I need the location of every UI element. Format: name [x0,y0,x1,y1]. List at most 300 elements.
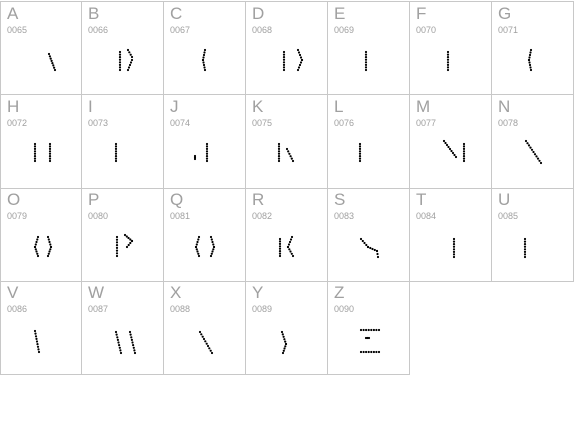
glyph-dot [282,333,284,335]
character-code: 0069 [334,25,355,35]
glyph-dot [211,253,213,255]
glyph-dot [453,238,455,240]
glyph-dot [463,158,465,160]
glyph-dot [363,351,365,353]
glyph-dot [35,241,37,243]
glyph-dot [49,143,51,145]
glyph-dot [463,155,465,157]
character-code: 0087 [88,304,109,314]
glyph-dot [202,59,204,61]
glyph-dot [524,253,526,255]
glyph-dot [130,336,132,338]
glyph-dot [365,54,367,56]
glyph-dot [537,158,539,160]
glyph-dot [283,338,285,340]
glyph-dot [359,148,361,150]
glyph-dot [203,64,205,66]
glyph-dot [365,61,367,63]
glyph-dot [36,238,38,240]
glyph-dot [212,243,214,245]
character-cell-f [410,1,492,95]
character-cell-d [246,1,328,95]
glyph-dot [378,351,380,353]
glyph-dot [300,61,302,63]
glyph-dot [375,329,377,331]
glyph-dot [116,255,118,257]
glyph-dot [119,56,121,58]
character-code: 0070 [416,25,437,35]
glyph-dot [529,66,531,68]
glyph-dot [283,336,285,338]
glyph-preview [164,95,246,189]
glyph-dot [210,236,212,238]
glyph-preview [246,2,328,96]
glyph-dot [199,331,201,333]
glyph-dot [115,153,117,155]
glyph-dot [453,251,455,253]
glyph-dot [299,54,301,56]
glyph-dot [365,64,367,66]
glyph-dot [208,347,210,349]
glyph-dot [360,351,362,353]
glyph-dot [203,66,205,68]
glyph-dot [524,246,526,248]
glyph-dot [131,59,133,61]
glyph-dot [119,64,121,66]
glyph-dot [289,250,291,252]
glyph-dot [447,64,449,66]
character-code: 0071 [498,25,519,35]
glyph-dot [49,145,51,147]
glyph-dot [127,237,129,239]
character-letter: E [334,4,346,23]
character-letter: S [334,190,346,209]
glyph-dot [36,340,38,342]
glyph-dot [297,69,299,71]
character-cell-w [82,281,164,375]
glyph-dot [447,146,449,148]
glyph-dot [54,69,56,71]
glyph-dot [365,56,367,58]
glyph-dot [283,347,285,349]
glyph-dot [51,62,53,64]
glyph-dot [38,351,40,353]
glyph-dot [115,160,117,162]
glyph-dot [49,153,51,155]
glyph-dot [291,236,293,238]
glyph-dot [288,248,290,250]
glyph-dot [279,253,281,255]
glyph-dot [375,351,377,353]
glyph-dot [528,61,530,63]
character-letter: T [416,190,427,209]
glyph-dot [528,59,530,61]
glyph-dot [196,248,198,250]
character-code: 0072 [7,118,28,128]
glyph-preview [492,2,574,96]
glyph-dot [359,153,361,155]
glyph-preview [328,281,410,375]
glyph-preview [82,2,164,96]
glyph-dot [115,150,117,152]
character-letter: D [252,4,265,23]
character-cell-z [328,281,410,375]
glyph-dot [452,152,454,154]
glyph-preview [82,281,164,375]
glyph-dot [444,142,446,144]
glyph-dot [532,151,534,153]
character-cell-o [0,188,82,282]
glyph-dot [37,236,39,238]
glyph-dot [117,341,119,343]
glyph-dot [130,61,132,63]
glyph-dot [453,241,455,243]
glyph-dot [359,160,361,162]
glyph-dot [198,236,200,238]
character-cell-x [164,281,246,375]
glyph-preview [492,188,574,282]
glyph-dot [463,145,465,147]
glyph-dot [281,331,283,333]
character-letter: V [7,283,19,302]
glyph-dot [278,160,280,162]
glyph-dot [204,69,206,71]
character-code: 0081 [170,211,191,221]
glyph-dot [447,51,449,53]
glyph-dot [292,255,294,257]
glyph-dot [283,69,285,71]
character-letter: P [88,190,100,209]
glyph-dot [49,55,51,57]
glyph-dot [202,336,204,338]
glyph-dot [34,150,36,152]
character-cell-l [328,95,410,189]
glyph-dot [198,255,200,257]
glyph-dot [115,331,117,333]
character-letter: M [416,97,431,116]
glyph-dot [119,54,121,56]
glyph-preview [246,95,328,189]
glyph-dot [48,241,50,243]
glyph-dot [204,340,206,342]
glyph-dot [283,61,285,63]
glyph-dot [525,140,527,142]
glyph-dot [119,61,121,63]
glyph-dot [129,238,131,240]
glyph-dot [453,253,455,255]
glyph-dot [278,155,280,157]
glyph-dot [447,59,449,61]
glyph-dot [134,352,136,354]
glyph-dot [463,148,465,150]
glyph-dot [447,61,449,63]
character-cell-v [0,281,82,375]
glyph-dot [524,256,526,258]
glyph-dot [206,343,208,345]
glyph-dot [203,338,205,340]
character-letter: A [7,4,19,23]
glyph-dot [526,142,528,144]
character-code: 0080 [88,211,109,221]
character-cell-c [164,1,246,95]
glyph-dot [524,251,526,253]
glyph-dot [34,155,36,157]
glyph-dot [35,243,37,245]
glyph-dot [131,56,133,58]
glyph-dot [279,245,281,247]
glyph-dot [284,345,286,347]
glyph-dot [118,344,120,346]
character-letter: Q [170,190,184,209]
character-cell-i [82,95,164,189]
character-code: 0090 [334,304,355,314]
glyph-dot [292,160,294,162]
glyph-dot [453,246,455,248]
glyph-preview [410,2,492,96]
glyph-dot [48,253,50,255]
glyph-dot [279,255,281,257]
glyph-dot [206,150,208,152]
glyph-dot [278,158,280,160]
glyph-dot [528,144,530,146]
glyph-dot [368,351,370,353]
glyph-preview [328,188,410,282]
character-letter: Z [334,283,345,302]
glyph-dot [37,255,39,257]
character-letter: F [416,4,427,23]
glyph-dot [126,246,128,248]
glyph-dot [288,153,290,155]
glyph-dot [36,343,38,345]
glyph-dot [37,346,39,348]
character-code: 0076 [334,118,355,128]
glyph-dot [291,253,293,255]
glyph-dot [359,143,361,145]
character-letter: X [170,283,182,302]
glyph-dot [124,234,126,236]
glyph-dot [524,243,526,245]
glyph-dot [365,244,367,246]
glyph-dot [287,246,289,248]
glyph-dot [283,54,285,56]
glyph-dot [359,158,361,160]
glyph-dot [282,352,284,354]
glyph-dot [359,150,361,152]
glyph-dot [36,253,38,255]
glyph-dot [49,248,51,250]
glyph-dot [363,329,365,331]
glyph-dot [195,246,197,248]
character-letter: O [7,190,21,209]
glyph-dot [128,244,130,246]
glyph-dot [369,247,371,249]
character-code: 0068 [252,25,273,35]
glyph-dot [377,256,379,258]
glyph-dot [34,143,36,145]
glyph-dot [529,54,531,56]
glyph-dot [453,256,455,258]
character-code: 0079 [7,211,28,221]
glyph-dot [283,350,285,352]
glyph-dot [115,158,117,160]
glyph-dot [206,148,208,150]
glyph-dot [360,329,362,331]
glyph-dot [34,330,36,332]
character-code: 0078 [498,118,519,128]
glyph-dot [279,250,281,252]
glyph-dot [206,143,208,145]
glyph-preview [492,95,574,189]
glyph-dot [283,64,285,66]
glyph-dot [197,238,199,240]
glyph-dot [534,153,536,155]
glyph-dot [49,160,51,162]
glyph-dot [116,336,118,338]
glyph-dot [453,248,455,250]
glyph-dot [450,150,452,152]
glyph-dot [119,349,121,351]
glyph-dot [53,67,55,69]
glyph-dot [34,246,36,248]
glyph-dot [115,145,117,147]
glyph-dot [213,246,215,248]
glyph-dot [290,238,292,240]
glyph-dot [34,333,36,335]
glyph-preview [328,2,410,96]
glyph-dot [119,69,121,71]
glyph-dot [115,148,117,150]
glyph-dot [378,329,380,331]
character-letter: G [498,4,512,23]
glyph-dot [529,64,531,66]
glyph-preview [1,2,83,96]
glyph-dot [530,69,532,71]
glyph-dot [463,150,465,152]
glyph-dot [283,66,285,68]
glyph-dot [206,158,208,160]
glyph-dot [130,54,132,56]
character-cell-a [0,1,82,95]
glyph-dot [131,341,133,343]
glyph-dot [127,69,129,71]
glyph-dot [119,347,121,349]
glyph-dot [529,147,531,149]
glyph-dot [116,241,118,243]
glyph-dot [279,238,281,240]
character-code: 0086 [7,304,28,314]
glyph-dot [365,329,367,331]
glyph-dot [128,66,130,68]
glyph-dot [49,158,51,160]
character-cell-q [164,188,246,282]
glyph-dot [129,331,131,333]
character-code: 0085 [498,211,519,221]
glyph-dot [373,351,375,353]
glyph-dot [211,352,213,354]
glyph-dot [49,243,51,245]
glyph-dot [131,339,133,341]
character-letter: U [498,190,511,209]
glyph-dot [51,60,53,62]
glyph-dot [50,246,52,248]
glyph-dot [453,154,455,156]
glyph-dot [278,150,280,152]
glyph-dot [49,155,51,157]
glyph-preview [82,95,164,189]
character-cell-u [492,188,574,282]
character-letter: B [88,4,100,23]
character-code: 0084 [416,211,437,221]
glyph-dot [283,56,285,58]
glyph-dot [34,158,36,160]
glyph-dot [126,235,128,237]
glyph-dot [117,339,119,341]
glyph-dot [203,51,205,53]
glyph-dot [206,145,208,147]
glyph-preview [246,281,328,375]
glyph-dot [48,53,50,55]
glyph-dot [443,140,445,142]
glyph-dot [288,243,290,245]
glyph-dot [279,243,281,245]
character-code: 0073 [88,118,109,128]
glyph-dot [540,162,542,164]
character-letter: R [252,190,265,209]
character-code: 0089 [252,304,273,314]
glyph-dot [49,148,51,150]
character-cell-y [246,281,328,375]
character-code: 0082 [252,211,273,221]
glyph-dot [365,66,367,68]
character-cell-s [328,188,410,282]
glyph-dot [447,66,449,68]
glyph-dot [289,241,291,243]
glyph-preview [164,281,246,375]
glyph-dot [116,250,118,252]
glyph-dot [129,64,131,66]
character-cell-p [82,188,164,282]
glyph-dot [285,343,287,345]
glyph-dot [119,59,121,61]
glyph-dot [300,56,302,58]
glyph-dot [210,255,212,257]
glyph-dot [116,244,118,246]
glyph-dot [50,58,52,60]
glyph-dot [34,160,36,162]
glyph-dot [116,236,118,238]
glyph-dot [301,59,303,61]
character-letter: I [88,97,93,116]
character-cell-n [492,95,574,189]
character-letter: C [170,4,183,23]
glyph-dot [371,248,373,250]
character-code: 0077 [416,118,437,128]
character-cell-k [246,95,328,189]
glyph-preview [1,281,83,375]
character-cell-h [0,95,82,189]
glyph-dot [202,61,204,63]
glyph-dot [455,156,457,158]
character-code: 0065 [7,25,28,35]
character-cell-g [492,1,574,95]
character-code: 0088 [170,304,191,314]
character-code: 0074 [170,118,191,128]
glyph-dot [279,248,281,250]
character-cell-r [246,188,328,282]
character-cell-e [328,1,410,95]
glyph-dot [35,248,37,250]
glyph-dot [212,248,214,250]
